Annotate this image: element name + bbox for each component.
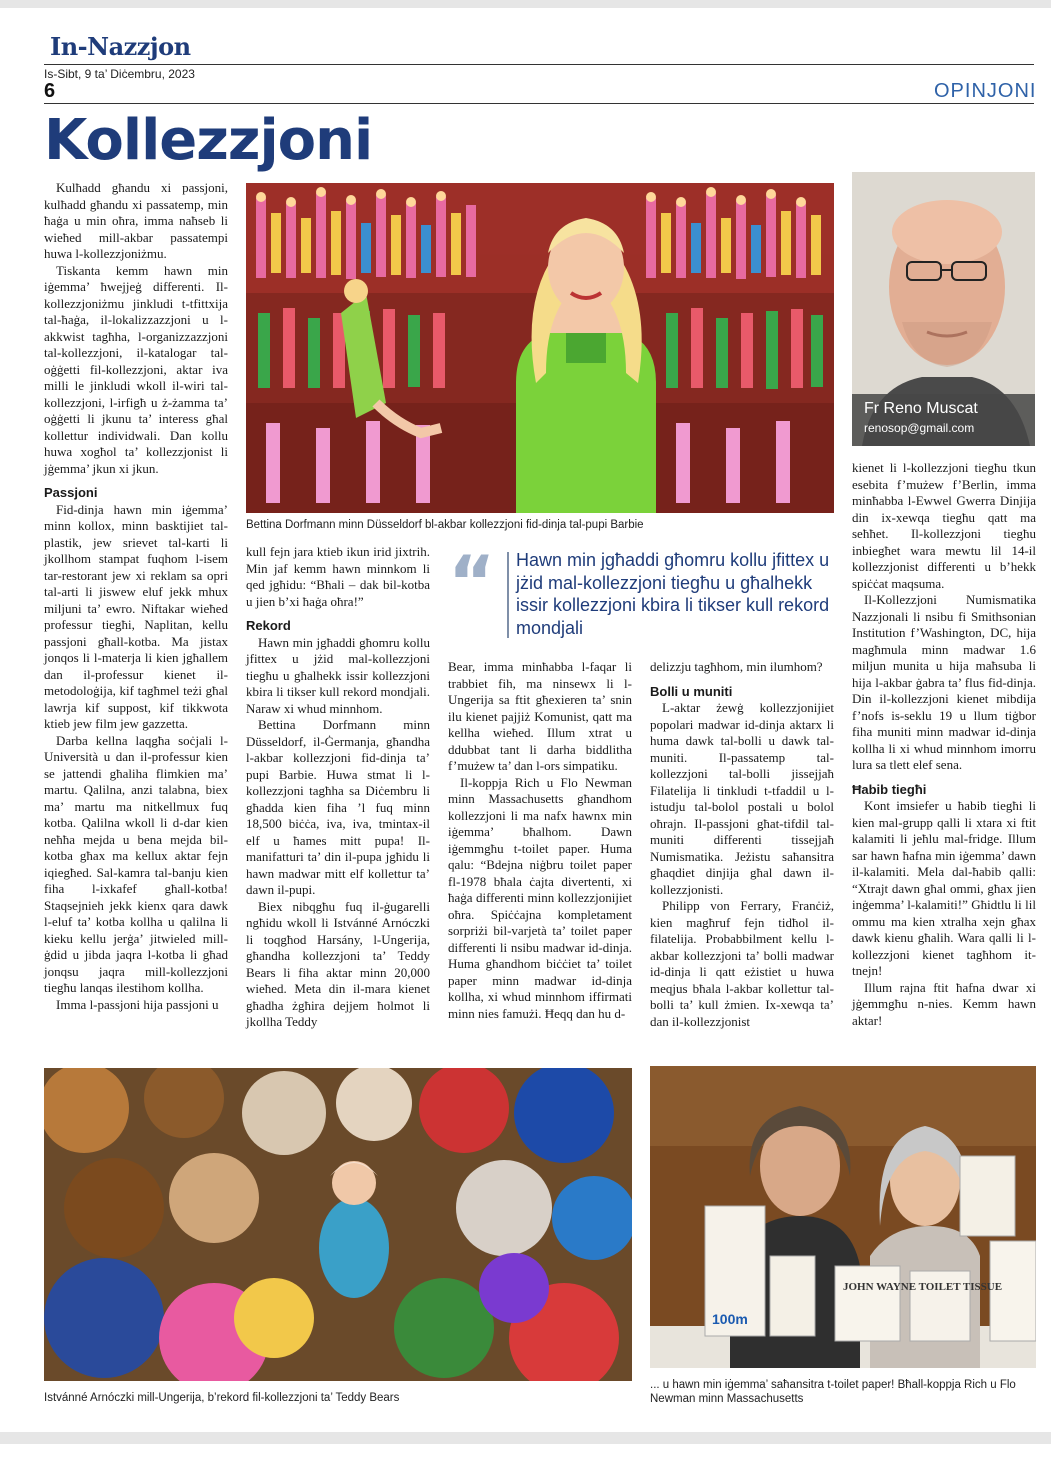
masthead-logo: In-Nazzjon: [50, 32, 191, 61]
subheading-bolli-u-muniti: Bolli u muniti: [650, 683, 733, 699]
pullquote: Hawn min jgħaddi għomru kollu jfittex u jżid mal-kollezzjoni tiegħu u għalhekk issir kollezzjoni kbira li tikser kull rekord mondjali: [516, 550, 830, 638]
paragraph: Kulħadd għandu xi passjoni, kulħadd għandu xi passatemp, min ħaġa u min oħra, imma naħseb li wieħed mill-akbar passatempi huwa l-kollezzjoniżmu.: [44, 180, 228, 261]
paragraph: Illum rajna ftit ħafna dwar xi jġemmgħu n-nies. Kemm hawn aktar!: [852, 979, 1036, 1028]
subheading-habib-tieghi: Ħabib tiegħi: [852, 781, 927, 797]
paragraph: Hawn min jgħaddi għomru kollu jfittex u jżid mal-kollezzjoni tiegħu u għalhekk issir kollezzjoni kbira li tikser kull rekord mondjali. Naraw xi whud minnhom.: [246, 634, 430, 716]
paragraph: Bear, imma minħabba l-faqar li trabbiet fih, ma ninsewx li l-Ungerija sa ftit għexieren ta’ snin ilu kienet pajjiż Komunist, qatt ma kellha wieħed. Illum xtrat u ddubbat tant li darha biddlitha f’mużew ta’ dan l-ors simpatiku.: [448, 659, 632, 773]
paragraph: Tiskanta kemm hawn min iġemma’ ħwejjeġ differenti. Il-kollezzjoniżmu jinkludi t-tfittxija tal-ħaġa, il-lokalizzazzjoni u l-akkwist tagħha, l-organizzazzjoni tal-kollezzjoni, il-katalogar tal-oġġetti fil-kollezzjoni, aktar iva milli le jinkludi wkoll il-wiri tal-kollezzjoni, l-irfigħ u ż-żamma ta’ oġġetti li jkunu ta’ interess għal kollettur individwali. Dan kollu huwa xogħol ta’ kollezzjonist li jġemma’ jkun xi jkun.: [44, 262, 228, 476]
pullquote-bar: [507, 552, 509, 638]
author-byline: [852, 394, 1035, 446]
issue-date: Is-Sibt, 9 ta’ Diċembru, 2023: [44, 67, 195, 81]
paragraph: Il-Kollezzjoni Numismatika Nazzjonali li nsibu fi Smithsonian Institution f’Washington, DC, hija magħmula minn madwar 1.6 miljun munita u hija maħsuba li hija l-akbar ġabra ta’ flus fid-dinja. Din il-kollezzjoni kienet mibdija f’nofs is-seklu 19 u llum tiġbor fiha muniti minn madwar id-dinja kollha li xi whud minnhom imorru lura sa tlett elef sena.: [852, 592, 1036, 772]
paragraph: Fid-dinja hawn min iġemma’ minn kollox, minn basktijiet tal-plastik, jew srievet tal-karti li jkollhom stampat fuqhom l-isem tar-restorant jew xi reklam sa opri tal-arti li jiswew eluf jekk mhux miljuni ta’ ewro. Niftakar wieħed professur tiegħi, Naplitan, kellu passjoni għall-kotba. Ma jistax jonqos li l-materja li kien jgħallem dan il-professur kienet il-metodoloġija, kif tagħmel teżi għal lawrja kif suppost, kif tikkwota ktieb jew film jew gazzetta.: [44, 501, 228, 731]
text-column-3: [448, 659, 632, 1022]
author-email: renosop@gmail.com: [864, 421, 975, 435]
text-column-5: [852, 460, 1036, 1029]
section-label: OPINJONI: [934, 80, 1037, 102]
paragraph: Darba kellna laqgħa soċjali l-Università u dan il-professur kien se jattendi għaliha flimkien ma’ martu. Qalilna, anzi talabna, biex ma’ martu ma nitkellmux fuq kotba. Qalilna wkoll li d-dar kien neħħa mejda u bena mejda bil-kotba għax ma kellux aktar fejn iqiegħed. Sal-kamra tal-banju kien fiha l-ixkafef għall-kotba! Staqsejnieh jekk kienx qara dawk l-eluf ta’ kotba kollha u qalilna li kieku kellu jerġa’ jitwieled mill-ġdid u jibda jaqra l-kotba li għad jonqsu jaqra mill-kollezzjoni tiegħu lanqas ilestihom kollha.: [44, 732, 228, 995]
paragraph: L-aktar żewġ kollezzjonijiet popolari madwar id-dinja aktarx li huma dawk tal-bolli u dawk tal-muniti. Il-passatemp tal-kollezzjoni tal-bolli jissejjaħ Filatelija li tinkludi t-tfaddil u l-istudju tal-bolol postali u bolol oħrajn. Il-passjoni għat-tifdil tal-muniti differenti tissejjaħ Numismatika. Jeżistu saħansitra għaqdiet dinjija għal dawn il-kollezzjonisti.: [650, 700, 834, 897]
paragraph: Kont imsiefer u ħabib tiegħi li kien mal-grupp qalli li xtara xi ftit kalamiti li jeħlu mal-fridge. Illum sar hawn ħafna min iġemma’ dawn il-kalamiti. Mela dal-ħabib qalli: “Xtrajt dawn għal ommi, għax jien inġemma’ l-kalamiti!” Għidtlu li lil ommu ma kien xtralha xejn għax dawk kienu għalih. Wara qalli li l-kollezzjoni kienet tagħhom it-tnejn!: [852, 798, 1036, 978]
teddy-bears-photo: [44, 1068, 632, 1381]
barbie-photo: [246, 183, 834, 513]
paragraph: Imma l-passjoni hija passjoni u: [56, 996, 219, 1012]
subheading-passjoni: Passjoni: [44, 485, 98, 500]
paragraph: Biex nibqgħu fuq il-ġugarelli ngħidu wkoll li Istvánné Arnóczki li toqgħod Harsány, l-Ungerija, għandha kollezzjoni ta’ Teddy Bears li fiha aktar minn 20,000 wieħed. Meta din il-mara kienet għadha żgħira dejjem ħolmot li jkollha Teddy: [246, 898, 430, 1029]
paragraph: Philipp von Ferrary, Franċiż, kien magħruf fejn tidħol il-filatelija. Probabbilment kellu l-akbar kollezzjoni ta’ bolli madwar id-dinja li qatt eżistiet u huwa meqjus bħala l-akbar kollettur tal-bolli ta’ kull żmien. Ix-xewqa ta’ dan il-kollezzjonist: [650, 898, 834, 1029]
toilet-roll-label-2: 100m: [712, 1311, 748, 1327]
paragraph: Bettina Dorfmann minn Düsseldorf, il-Ġermanja, għandha l-akbar kollezzjoni fid-dinja ta’ pupi Barbie. Huwa stmat li l-kollezzjoni tagħha sa Diċembru li għadda kien fiha ’l fuq minn 18,500 biċċa, iva, iva, tmintax-il elf u ħames mitt pupa! Il-manifatturi ta’ din il-pupa jgħidu li hawn madwar mitt elf kollettur ta’ dawn il-pupi.: [246, 717, 430, 897]
text-column-1: [44, 180, 228, 1013]
paragraph: delizzju tagħhom, min ilumhom?: [650, 659, 823, 674]
text-column-4: [650, 659, 834, 1030]
bottom-border: [0, 1432, 1051, 1444]
paragraph: Il-koppja Rich u Flo Newman minn Massachusetts għandhom kollezzjoni li ma nafx hawnx min iġemma’ bħalhom. Dawn iġemmgħu t-toilet paper. Huma qalu: “Bdejna niġbru toilet paper fl-1978 bħala ċajta divertenti, xi ħaġa differenti minn kollezzjonijiet oħra. Spiċċajna kompletament sorpriżi bil-varjetà ta’ toilet paper differenti li nsibu madwar id-dinja. Huma għandhom biċċiet ta’ toilet paper minn madwar id-dinja kollha, xi whud minnhom iffirmati minn nies famużi. Ħeqq dan hu d-: [448, 774, 632, 1021]
masthead-rule: [44, 64, 1034, 65]
article-headline: Kollezzjoni: [44, 108, 373, 173]
header-rule: [44, 103, 1034, 104]
page-number: 6: [44, 80, 56, 102]
top-border: [0, 0, 1051, 8]
quote-mark-icon: “: [448, 540, 496, 624]
paragraph: kull fejn jara ktieb ikun irid jixtrih. Min jaf kemm hawn minnkom li qed jgħidu: “Bħali – dak bil-kotba u jien b’xi ħaġa oħra!”: [246, 544, 430, 609]
text-column-2: [246, 544, 430, 1031]
teddy-caption: Istvánné Arnóczki mill-Ungerija, b’rekord fil-kollezzjoni ta’ Teddy Bears: [44, 1392, 400, 1404]
barbie-caption: Bettina Dorfmann minn Düsseldorf bl-akbar kollezzjoni fid-dinja tal-pupi Barbie: [246, 519, 644, 531]
toilet-caption: ... u hawn min iġemma’ saħansitra t-toilet paper! Bħall-koppja Rich u Flo Newman minn Massachusetts: [650, 1379, 1016, 1405]
toilet-paper-photo: [650, 1066, 1036, 1368]
subheading-rekord: Rekord: [246, 618, 291, 633]
author-name: Fr Reno Muscat: [864, 400, 978, 417]
toilet-roll-label: JOHN WAYNE TOILET TISSUE: [843, 1281, 1003, 1293]
paragraph: kienet li l-kollezzjoni tiegħu tkun esebita f’mużew f’Berlin, imma minħabba l-Ewwel Gwerra Dinjija din ix-xewqa tiegħu qatt ma seħħet. Il-kollezzjoni tiegħu inbiegħet wara mewtu lil 14-il kollezzjonist differenti u b’hekk spiċċat maqsuma.: [852, 460, 1036, 591]
